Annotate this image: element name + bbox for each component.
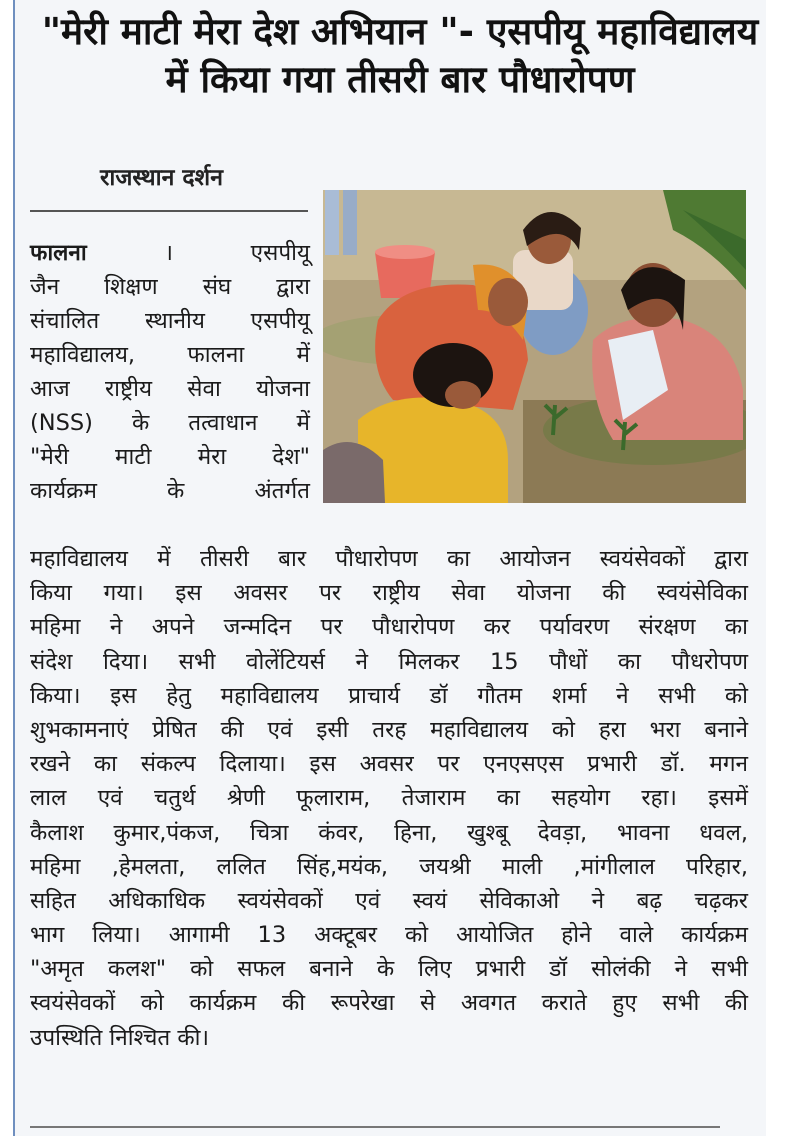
body-line: सहित अधिकाधिक स्वयंसेवकों एवं स्वयं सेविकाओ ने बढ़ चढ़कर bbox=[30, 887, 748, 914]
article-column-text bbox=[30, 236, 310, 508]
body-line: संदेश दिया। सभी वोलेंटियर्स ने मिलकर 15 पौधों का पौधरोपण bbox=[30, 648, 748, 675]
body-line: किया। इस हेतु महाविद्यालय प्राचार्य डॉ गौतम शर्मा ने सभी को bbox=[30, 682, 748, 709]
photo-person-legs bbox=[325, 190, 339, 255]
body-line: महिमा ने अपने जन्मदिन पर पौधारोपण कर पर्यावरण संरक्षण का bbox=[30, 614, 748, 641]
article-photo bbox=[323, 190, 746, 503]
body-line: किया गया। इस अवसर पर राष्ट्रीय सेवा योजना की स्वयंसेविका bbox=[30, 580, 748, 607]
column-line: संचालित स्थानीय एसपीयू bbox=[30, 308, 310, 334]
article-source: राजस्थान दर्शन bbox=[100, 165, 223, 191]
article-body-text bbox=[30, 542, 748, 1055]
body-line: "अमृत कलश" को सफल बनाने के लिए प्रभारी डॉ सोलंकी ने सभी bbox=[30, 956, 748, 983]
column-line: कार्यक्रम के अंतर्गत bbox=[30, 478, 310, 504]
body-line: भाग लिया। आगामी 13 अक्टूबर को आयोजित होने वाले कार्यक्रम bbox=[30, 922, 748, 949]
body-line: रखने का संकल्प दिलाया। इस अवसर पर एनएसएस प्रभारी डॉ. मगन bbox=[30, 751, 748, 778]
photo-bucket-rim bbox=[375, 245, 435, 259]
body-line: महाविद्यालय में तीसरी बार पौधारोपण का आयोजन स्वयंसेवकों द्वारा bbox=[30, 546, 748, 572]
photo-person-legs bbox=[343, 190, 357, 255]
column-line: फालना । एसपीयू bbox=[30, 240, 310, 266]
page-margin bbox=[766, 0, 798, 1136]
column-line: महाविद्यालय, फालना में bbox=[30, 342, 310, 368]
body-line: कैलाश कुमार,पंकज, चित्रा कंवर, हिना, खुश्बू देवड़ा, भावना धवल, bbox=[30, 819, 748, 846]
article-bottom-rule bbox=[30, 1126, 720, 1128]
column-line: "मेरी माटी मेरा देश" bbox=[30, 444, 310, 470]
column-line: जैन शिक्षण संघ द्वारा bbox=[30, 274, 310, 300]
source-divider bbox=[30, 210, 308, 212]
body-line: स्वयंसेवकों को कार्यक्रम की रूपरेखा से अवगत कराते हुए सभी की bbox=[30, 990, 748, 1017]
column-line: (NSS) के तत्वाधान में bbox=[30, 410, 310, 436]
photo-illustration bbox=[323, 190, 746, 503]
page-border-rule bbox=[13, 0, 15, 1136]
body-line: उपस्थिति निश्चित की। bbox=[30, 1024, 210, 1051]
body-line: महिमा ,हेमलता, ललित सिंह,मयंक, जयश्री माली ,मांगीलाल परिहार, bbox=[30, 853, 748, 880]
photo-face bbox=[445, 381, 481, 409]
body-line: शुभकामनाएं प्रेषित की एवं इसी तरह महाविद्यालय को हरा भरा बनाने bbox=[30, 716, 748, 743]
column-line: आज राष्ट्रीय सेवा योजना bbox=[30, 376, 310, 402]
body-line: लाल एवं चतुर्थ श्रेणी फूलाराम, तेजाराम का सहयोग रहा। इसमें bbox=[30, 785, 748, 812]
article-dateline: फालना bbox=[30, 240, 87, 266]
article-headline: "मेरी माटी मेरा देश अभियान "- एसपीयू महाविद्यालय में किया गया तीसरी बार पौधारोपण bbox=[41, 10, 759, 101]
photo-face bbox=[488, 278, 528, 326]
